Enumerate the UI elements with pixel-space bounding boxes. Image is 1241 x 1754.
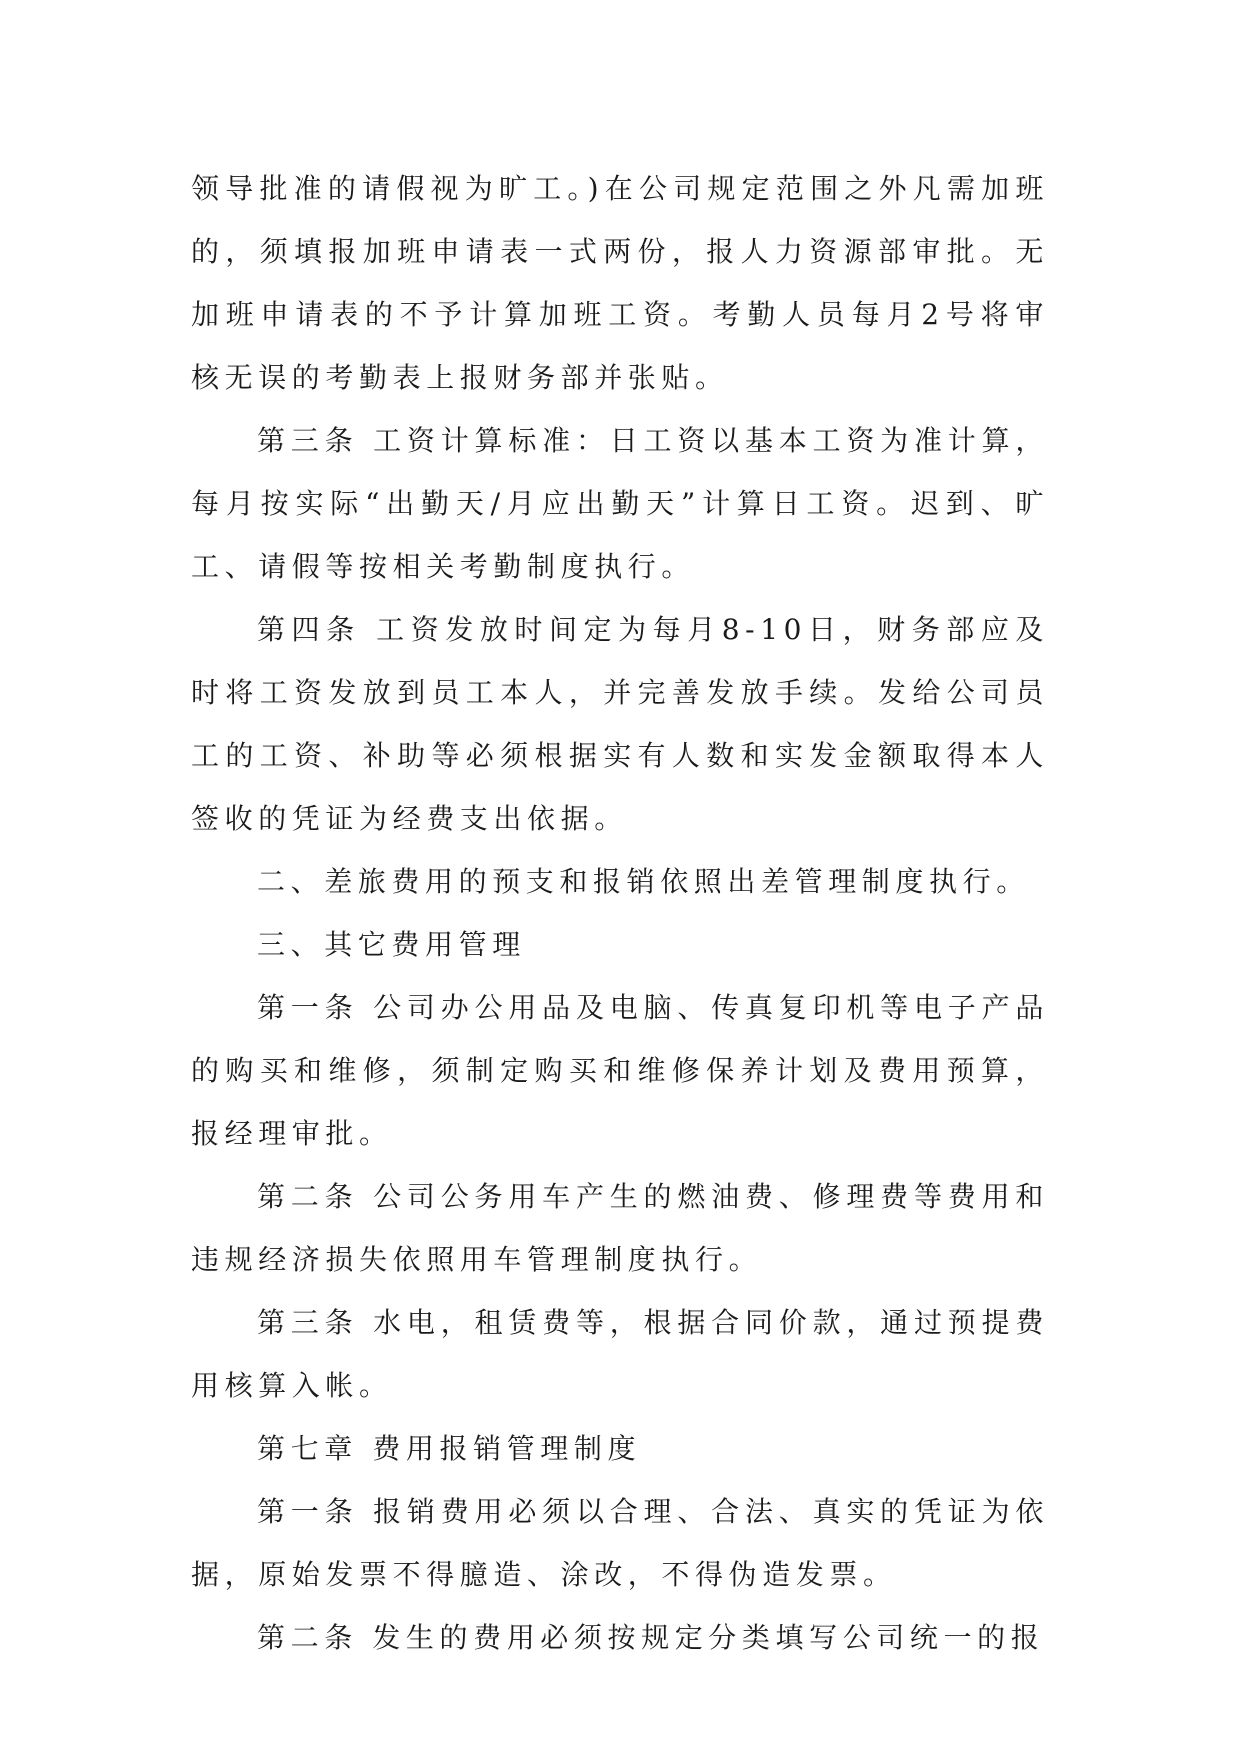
paragraph-overtime-rules: 领导批准的请假视为旷工。)在公司规定范围之外凡需加班的，须填报加班申请表一式两份，报人力资源部审批。无加班申请表的不予计算加班工资。考勤人员每月2号将审核无误的考勤表上报财务部并张贴。 [191, 172, 1049, 394]
paragraph-article-1-reimbursement: 第一条 报销费用必须以合理、合法、真实的凭证为依据，原始发票不得臆造、涂改，不得伪造发票。 [191, 1495, 1049, 1591]
paragraph-article-3-wage-standard: 第三条 工资计算标准：日工资以基本工资为准计算，每月按实际“出勤天/月应出勤天”计算日工资。迟到、旷工、请假等按相关考勤制度执行。 [191, 424, 1049, 583]
paragraph-article-1-office-supplies: 第一条 公司办公用品及电脑、传真复印机等电子产品的购买和维修，须制定购买和维修保养计划及费用预算，报经理审批。 [191, 991, 1049, 1150]
paragraph-article-4-wage-payment: 第四条 工资发放时间定为每月8-10日，财务部应及时将工资发放到员工本人，并完善发放手续。发给公司员工的工资、补助等必须根据实有人数和实发金额取得本人签收的凭证为经费支出依据。 [191, 613, 1049, 835]
paragraph-article-2-vehicle-costs: 第二条 公司公务用车产生的燃油费、修理费等费用和违规经济损失依照用车管理制度执行。 [191, 1180, 1049, 1276]
heading-chapter-7: 第七章 费用报销管理制度 [257, 1432, 642, 1465]
paragraph-travel-expenses: 二、差旅费用的预支和报销依照出差管理制度执行。 [257, 865, 1030, 898]
paragraph-article-3-utilities: 第三条 水电，租赁费等，根据合同价款，通过预提费用核算入帐。 [191, 1306, 1049, 1402]
heading-other-expenses: 三、其它费用管理 [257, 928, 526, 961]
paragraph-article-2-classification: 第二条 发生的费用必须按规定分类填写公司统一的报 [257, 1621, 1045, 1654]
document-body [191, 157, 1049, 1669]
